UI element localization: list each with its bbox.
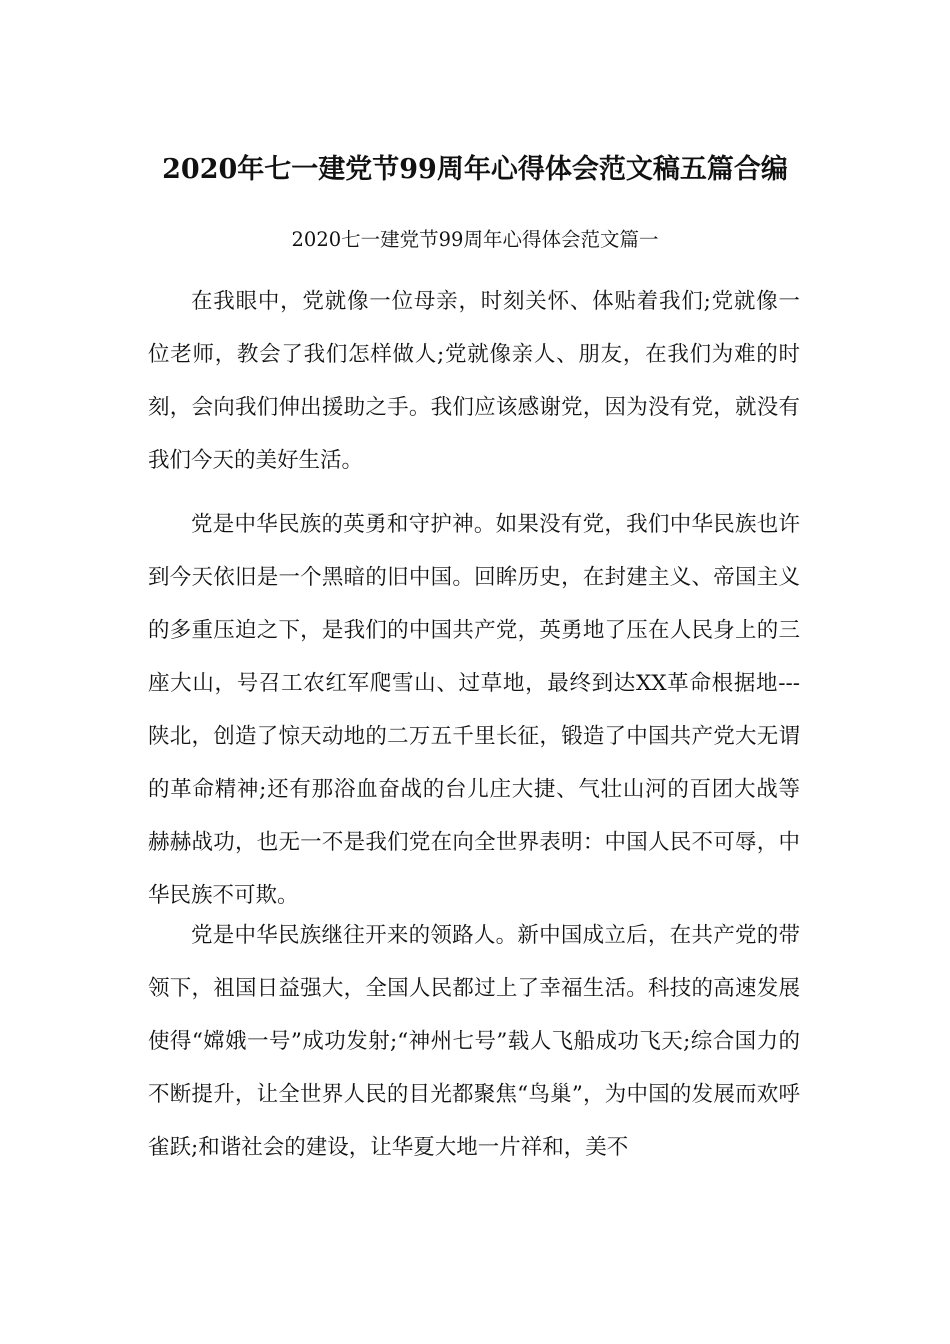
body-paragraph-2: 党是中华民族的英勇和守护神。如果没有党，我们中华民族也许到今天依旧是一个黑暗的旧中国。回眸历史，在封建主义、帝国主义的多重压迫之下，是我们的中国共产党，英勇地了压在人民身上的三座大山，号召工农红军爬雪山、过草地，最终到达XX革命根据地---陕北，创造了惊天动地的二万五千里长征，锻造了中国共产党大无谓的革命精神;还有那浴血奋战的台儿庄大捷、气壮山河的百团大战等赫赫战功，也无一不是我们党在向全世界表明：中国人民不可辱，中华民族不可欺。 [148,512,800,908]
document-title: 2020年七一建党节99周年心得体会范文稿五篇合编 [162,154,788,185]
document-subtitle: 2020七一建党节99周年心得体会范文篇一 [291,228,659,251]
body-paragraph-1: 在我眼中，党就像一位母亲，时刻关怀、体贴着我们;党就像一位老师，教会了我们怎样做人;党就像亲人、朋友，在我们为难的时刻，会向我们伸出援助之手。我们应该感谢党，因为没有党，就没有我们今天的美好生活。 [148,289,800,473]
body-paragraph-3: 党是中华民族继往开来的领路人。新中国成立后，在共产党的带领下，祖国日益强大，全国人民都过上了幸福生活。科技的高速发展使得“嫦娥一号”成功发射;“神州七号”载人飞船成功飞天;综合国力的不断提升，让全世界人民的目光都聚焦“鸟巢”，为中国的发展而欢呼雀跃;和谐社会的建设，让华夏大地一片祥和，美不 [148,923,800,1160]
